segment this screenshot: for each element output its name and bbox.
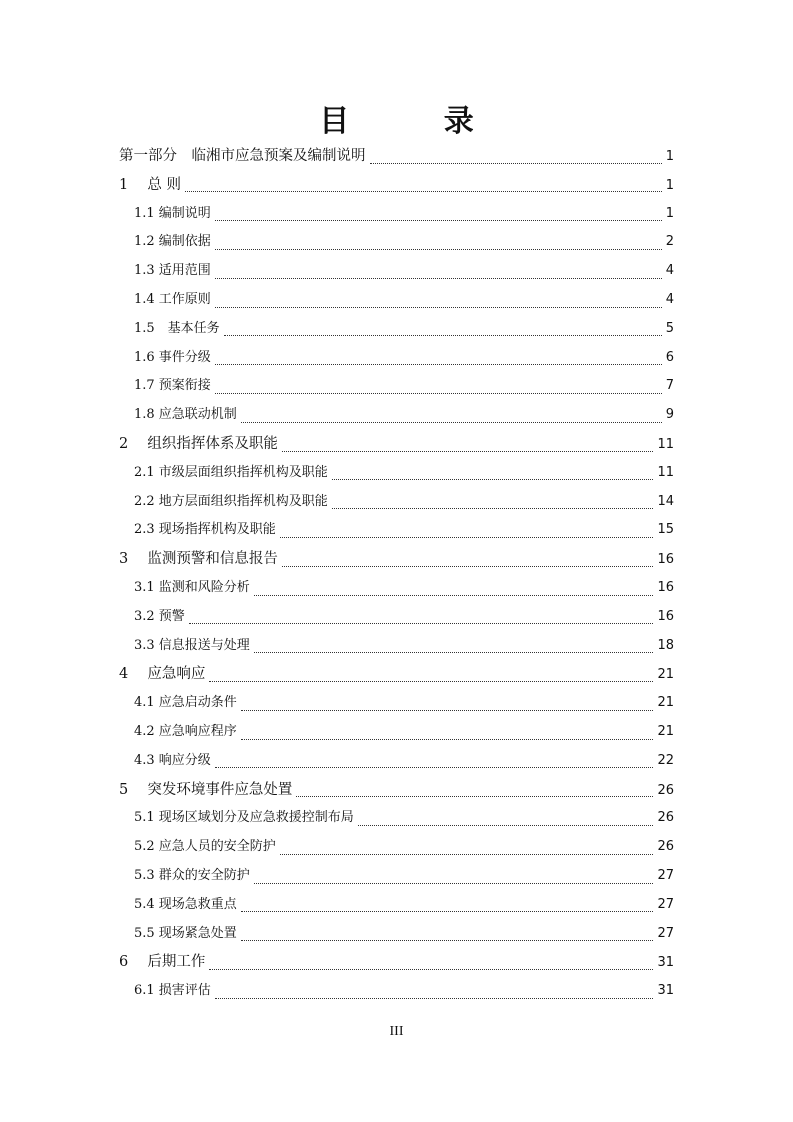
- toc-entry-label: 4 应急响应: [119, 666, 206, 683]
- toc-entry-page: 27: [657, 896, 674, 912]
- dot-leader: [241, 739, 654, 740]
- toc-entry-label: 6.1 损害评估: [134, 983, 211, 999]
- toc-entry[interactable]: [134, 257, 674, 285]
- dot-leader: [296, 796, 653, 797]
- dot-leader: [224, 335, 662, 336]
- toc-entry-page: 26: [657, 782, 674, 798]
- dot-leader: [215, 220, 662, 221]
- dot-leader: [332, 479, 654, 480]
- dot-leader: [189, 623, 654, 624]
- toc-entry[interactable]: [119, 171, 674, 199]
- toc-entry-page: 21: [657, 667, 674, 683]
- dot-leader: [209, 969, 653, 970]
- toc-entry[interactable]: [134, 833, 674, 861]
- dot-leader: [241, 911, 654, 912]
- toc-entry[interactable]: [134, 747, 674, 775]
- toc-entry[interactable]: [134, 977, 674, 1005]
- toc-entry-page: 27: [657, 925, 674, 941]
- toc-entry-label: 5.1 现场区域划分及应急救援控制布局: [134, 810, 354, 826]
- toc-entry-label: 2.1 市级层面组织指挥机构及职能: [134, 464, 328, 480]
- toc-entry-page: 16: [657, 552, 674, 568]
- toc-entry[interactable]: [134, 862, 674, 890]
- toc-entry[interactable]: [134, 315, 674, 343]
- toc-entry[interactable]: [134, 574, 674, 602]
- dot-leader: [254, 883, 654, 884]
- toc-entry-page: 31: [657, 983, 674, 999]
- dot-leader: [215, 767, 654, 768]
- toc-entry-page: 16: [657, 580, 674, 595]
- dot-leader: [241, 710, 654, 711]
- toc-entry[interactable]: [134, 372, 674, 400]
- toc-entry-page: 5: [665, 320, 674, 336]
- toc-entry-page: 11: [657, 464, 674, 480]
- dot-leader: [370, 163, 662, 164]
- toc-entry-label: 1 总 则: [119, 176, 181, 193]
- dot-leader: [215, 393, 662, 394]
- toc-entry-label: 5.2 应急人员的安全防护: [134, 839, 276, 855]
- toc-entry-page: 16: [657, 608, 674, 624]
- toc-entry[interactable]: [134, 804, 674, 832]
- toc-entry[interactable]: [134, 459, 674, 487]
- toc-entry-page: 4: [665, 263, 674, 279]
- toc-entry-label: 6 后期工作: [119, 954, 206, 971]
- toc-entry-label: 4.2 应急响应程序: [134, 724, 237, 739]
- toc-entry[interactable]: [134, 689, 674, 717]
- toc-entry-page: 1: [665, 149, 674, 164]
- toc-entry[interactable]: [134, 920, 674, 948]
- toc-entry-page: 15: [657, 522, 674, 538]
- toc-entry[interactable]: [119, 776, 674, 804]
- toc-entry-page: 1: [665, 177, 674, 193]
- toc-entry-label: 3.1 监测和风险分析: [134, 580, 250, 595]
- toc-entry[interactable]: [119, 660, 674, 688]
- toc-entry[interactable]: [134, 286, 674, 314]
- toc-entry-label: 1.1 编制说明: [134, 205, 211, 221]
- toc-entry-page: 2: [665, 234, 674, 250]
- toc-entry[interactable]: [134, 228, 674, 256]
- dot-leader: [241, 940, 654, 941]
- toc-entry-label: 1.5 基本任务: [134, 320, 220, 336]
- toc-entry[interactable]: [134, 200, 674, 228]
- dot-leader: [215, 364, 662, 365]
- dot-leader: [280, 854, 654, 855]
- toc-entry[interactable]: [119, 948, 674, 976]
- toc-entry[interactable]: [134, 603, 674, 631]
- toc-entry[interactable]: [119, 545, 674, 573]
- toc-entry-label: 1.6 事件分级: [134, 349, 211, 365]
- toc-entry-page: 1: [665, 205, 674, 221]
- dot-leader: [215, 278, 662, 279]
- toc-entry-page: 21: [657, 724, 674, 739]
- toc-entry-page: 7: [665, 378, 674, 394]
- toc-entry-page: 27: [657, 868, 674, 883]
- toc-entry-page: 4: [665, 292, 674, 307]
- toc-entry-label: 1.8 应急联动机制: [134, 407, 237, 423]
- toc-entry-page: 26: [657, 810, 674, 826]
- toc-entry[interactable]: [134, 488, 674, 516]
- dot-leader: [282, 451, 654, 452]
- toc-entry-label: 1.7 预案衔接: [134, 378, 211, 394]
- page-number: III: [389, 1024, 404, 1039]
- dot-leader: [282, 566, 654, 567]
- toc-entry-page: 14: [657, 493, 674, 509]
- dot-leader: [254, 652, 654, 653]
- dot-leader: [280, 537, 654, 538]
- toc-entry-label: 3 监测预警和信息报告: [119, 551, 278, 568]
- toc-entry-page: 26: [657, 839, 674, 855]
- dot-leader: [254, 595, 654, 596]
- toc-entry-label: 5.3 群众的安全防护: [134, 868, 250, 883]
- dot-leader: [215, 307, 662, 308]
- toc-entry-page: 22: [657, 752, 674, 768]
- toc-entry-label: 2.3 现场指挥机构及职能: [134, 522, 276, 538]
- dot-leader: [215, 249, 662, 250]
- toc-entry[interactable]: [134, 632, 674, 660]
- dot-leader: [358, 825, 654, 826]
- toc-entry[interactable]: [134, 401, 674, 429]
- toc-entry-page: 11: [657, 437, 674, 452]
- dot-leader: [215, 998, 654, 999]
- dot-leader: [185, 191, 662, 192]
- toc-entry-page: 9: [665, 407, 674, 423]
- toc-entry[interactable]: [119, 430, 674, 458]
- toc-entry-label: 5 突发环境事件应急处置: [119, 781, 293, 798]
- toc-entry-label: 2 组织指挥体系及职能: [119, 436, 278, 452]
- toc-entry-page: 6: [665, 349, 674, 365]
- dot-leader: [209, 681, 653, 682]
- toc-entry-label: 1.2 编制依据: [134, 234, 211, 250]
- toc-entry-label: 4.1 应急启动条件: [134, 695, 237, 711]
- toc-entry-label: 1.3 适用范围: [134, 263, 211, 279]
- dot-leader: [332, 508, 654, 509]
- toc-entry-page: 21: [657, 695, 674, 711]
- dot-leader: [241, 422, 662, 423]
- page-title: 目 录: [319, 104, 516, 139]
- toc-entry[interactable]: [134, 891, 674, 919]
- toc-entry-label: 3.2 预警: [134, 608, 185, 624]
- toc-entry-label: 5.5 现场紧急处置: [134, 925, 237, 941]
- toc-entry-label: 3.3 信息报送与处理: [134, 637, 250, 653]
- toc-entry[interactable]: [134, 344, 674, 372]
- toc-entry-label: 1.4 工作原则: [134, 292, 211, 307]
- toc-entry[interactable]: [119, 142, 674, 170]
- toc-entry[interactable]: [134, 516, 674, 544]
- toc-entry[interactable]: [134, 718, 674, 746]
- toc-entry-label: 第一部分 临湘市应急预案及编制说明: [119, 148, 366, 164]
- toc-entry-label: 2.2 地方层面组织指挥机构及职能: [134, 493, 328, 509]
- toc-entry-page: 31: [657, 955, 674, 971]
- toc-entry-label: 5.4 现场急救重点: [134, 896, 237, 912]
- toc-entry-label: 4.3 响应分级: [134, 752, 211, 768]
- toc-entry-page: 18: [657, 637, 674, 653]
